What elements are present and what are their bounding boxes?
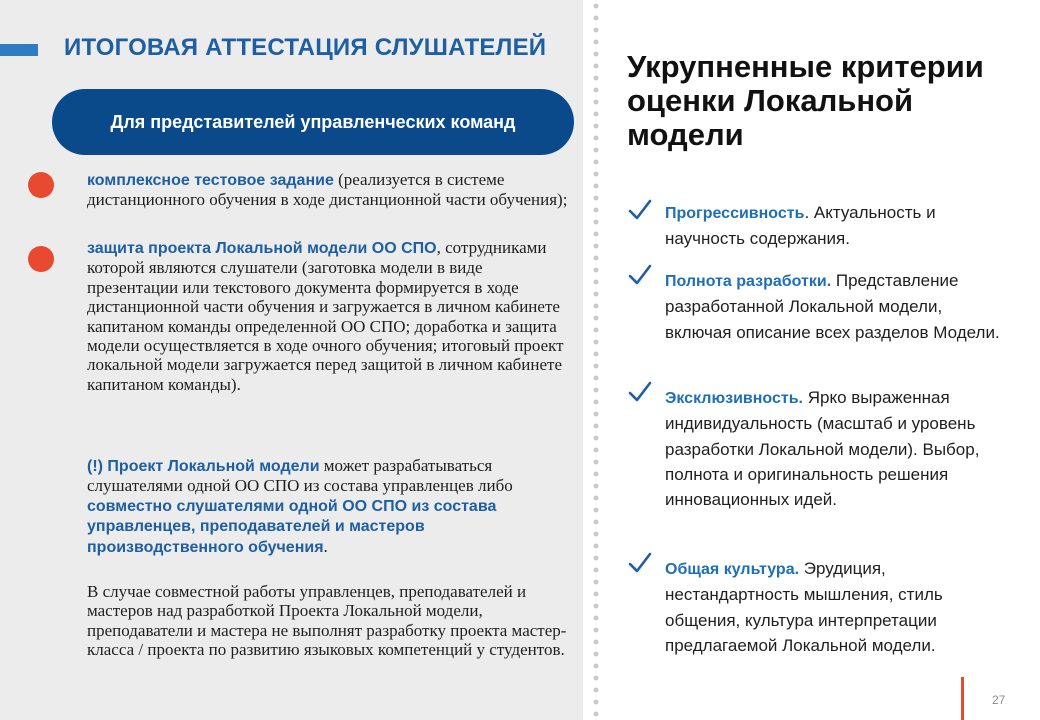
joint-work-paragraph: В случае совместной работы управленцев, преподавателей и мастеров над разработкой Проекта Локальной модели, преподаватели и мастера не выполнят разработку проекта мастер-класса / проекта по развитию языковых компетенций у студентов. [87,582,567,660]
criterion-exclusivity [665,385,1005,512]
note-text-1: может разрабатываться слушателями одной ОО СПО из состава управленцев либо [87,456,513,496]
audience-pill-label: Для представителей управленческих команд [110,111,516,132]
criterion-text: . Актуальность и научность содержания. [665,203,936,249]
checkmark-icon [627,550,653,576]
note-text-2: . [323,536,328,556]
criterion-completeness [665,268,1005,345]
checkmark-icon [627,379,653,405]
criterion-name: Полнота разработки. [665,273,832,290]
project-note [87,456,577,557]
criterion-name: Эксклюзивность. [665,390,803,407]
criterion-text: Ярко выраженная индивидуальность (масштаб и уровень разработки Локальной модели). Выбор, полнота и оригинальность решения инновационных идей. [665,388,980,510]
section-title: ИТОГОВАЯ АТТЕСТАЦИЯ СЛУШАТЕЛЕЙ [64,34,547,61]
criterion-text: Эрудиция, нестандартность мышления, стиль общения, культура интерпретации предлагаемой Локальной модели. [665,559,943,655]
criterion-name: Прогрессивность [665,205,805,222]
item-test-text: (реализуется в системе дистанционного обучения в ходе дистанционной части обучения); [87,170,568,210]
checkmark-icon [627,197,653,223]
accent-bar [0,44,38,56]
page-number-rule [961,677,964,720]
bullet-dot-1 [28,172,54,198]
checkmark-icon [627,262,653,288]
note-highlight-2: совместно слушателями одной ОО СПО из состава управленцев, преподавателей и мастеров производственного обучения [87,497,497,556]
page-number: 27 [992,693,1006,707]
assessment-item-test [87,170,577,210]
bullet-dot-2 [28,246,54,272]
item-test-highlight: комплексное тестовое задание [87,172,334,189]
item-project-highlight: защита проекта Локальной модели ОО СПО [87,240,437,257]
criterion-name: Общая культура. [665,561,800,578]
criterion-culture [665,556,1005,658]
criterion-progressiveness [665,200,1005,252]
criterion-text: Представление разработанной Локальной модели, включая описание всех разделов Модели. [665,271,1000,342]
item-project-text: , сотрудниками которой являются слушатели (заготовка модели в виде презентации или текстового документа формируется в ходе дистанционной части обучения и загружается в личном кабинете капитаном команды определенной ОО СПО; доработка и защита модели осуществляется в ходе очного обучения; итоговый проект локальной модели загружается перед защитой в личном кабинете капитаном команды). [87,238,564,394]
note-highlight-1: (!) Проект Локальной модели [87,458,320,475]
assessment-item-project [87,238,577,394]
audience-pill [52,89,574,155]
dotted-divider [592,0,600,720]
criteria-title: Укрупненные критерии оценки Локальной модели [627,49,984,152]
